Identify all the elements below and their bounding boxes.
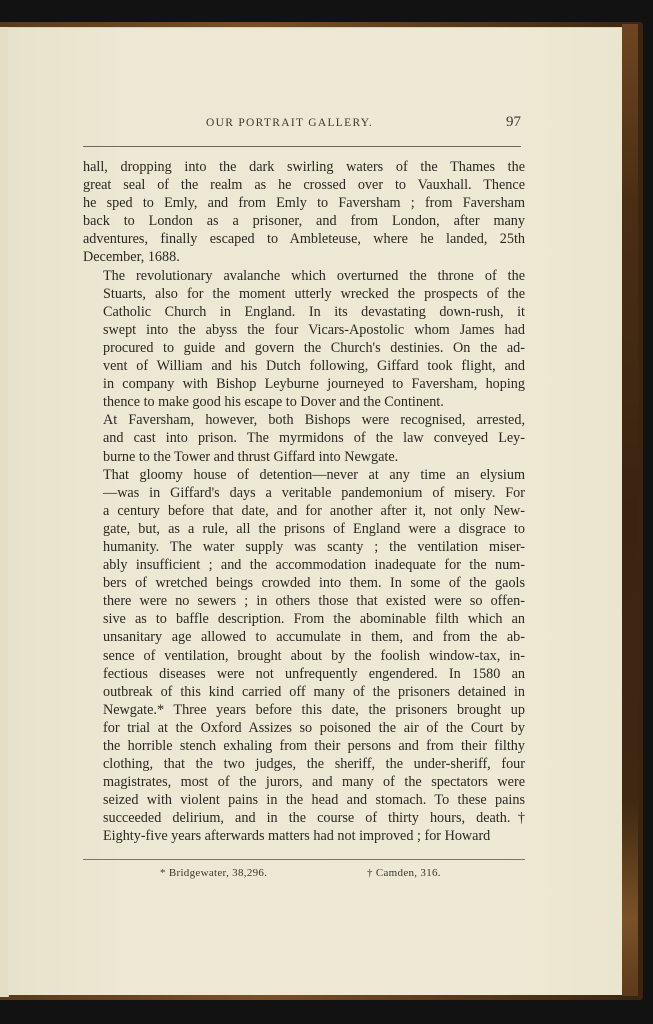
header-rule xyxy=(83,146,521,147)
text-line: Stuarts, also for the moment utterly wrecked the prospects of the xyxy=(103,285,525,302)
text-line: sive as to baffle description. From the abominable filth which an xyxy=(103,611,525,628)
text-line: vent of William and his Dutch following, Giffard took flight, and xyxy=(103,358,525,375)
text-line: sence of ventilation, brought about by the foolish window-tax, in- xyxy=(103,647,525,664)
text-line: and cast into prison. The myrmidons of the law conveyed Ley- xyxy=(103,430,525,447)
text-line: magistrates, most of the jurors, and many of the spectators were xyxy=(103,774,525,791)
text-line: back to London as a prisoner, and from London, after many xyxy=(83,213,525,230)
book-cover-edge xyxy=(622,24,638,996)
text-line: procured to guide and govern the Church's destinies. On the ad- xyxy=(103,339,525,356)
text-line: outbreak of this kind carried off many of the prisoners detained in xyxy=(103,683,525,700)
footnote-camden: † Camden, 316. xyxy=(367,867,441,879)
text-line: Eighty-five years afterwards matters had not improved ; for Howard xyxy=(103,828,491,845)
footnote-rule xyxy=(83,859,525,860)
text-line: Newgate.* Three years before this date, the prisoners brought up xyxy=(103,701,525,718)
text-line: great seal of the realm as he crossed over to Vauxhall. Thence xyxy=(83,177,525,194)
text-line: thence to make good his escape to Dover and the Continent. xyxy=(103,394,444,411)
text-line: unsanitary age allowed to accumulate in them, and from the ab- xyxy=(103,629,525,646)
paragraph xyxy=(83,411,525,465)
text-line: seized with violent pains in the head and stomach. To these pains xyxy=(103,792,525,809)
text-line: —was in Giffard's days a veritable pandemonium of misery. For xyxy=(103,484,525,501)
text-line: clothing, that the two judges, the sheriff, the under-sheriff, four xyxy=(103,756,525,773)
text-line: fectious diseases were not unfrequently engendered. In 1580 an xyxy=(103,665,525,682)
text-line: he sped to Emly, and from Emly to Faversham ; from Faversham xyxy=(83,195,525,212)
text-line: there were no sewers ; in others those that existed were so offen- xyxy=(103,593,525,610)
paragraph xyxy=(83,466,525,846)
paragraph xyxy=(83,267,525,412)
body-text xyxy=(83,158,525,846)
footnote-bridgewater: * Bridgewater, 38,296. xyxy=(160,867,268,879)
page-number: 97 xyxy=(506,114,521,130)
text-line: Catholic Church in England. In its devastating down-rush, it xyxy=(103,303,525,320)
paragraph xyxy=(83,158,525,267)
text-line: burne to the Tower and thrust Giffard into Newgate. xyxy=(103,448,399,465)
text-line: adventures, finally escaped to Ambleteuse, where he landed, 25th xyxy=(83,231,525,248)
text-line: bers of wretched beings crowded into them. In some of the gaols xyxy=(103,575,525,592)
text-line: swept into the abyss the four Vicars-Apostolic whom James had xyxy=(103,321,525,338)
text-line: At Faversham, however, both Bishops were recognised, arrested, xyxy=(103,412,525,429)
text-line: The revolutionary avalanche which overturned the throne of the xyxy=(103,267,525,284)
text-line: gate, but, as a rule, all the prisons of England were a disgrace to xyxy=(103,520,525,537)
text-line: the horrible stench exhaling from their persons and from their filthy xyxy=(103,738,525,754)
text-line: humanity. The water supply was scanty ; the ventilation miser- xyxy=(103,538,525,555)
text-line: hall, dropping into the dark swirling waters of the Thames the xyxy=(83,159,525,175)
text-line: That gloomy house of detention—never at any time an elysium xyxy=(103,466,525,483)
text-line: succeeded delirium, and in the course of thirty hours, death.† xyxy=(103,810,525,827)
text-line: in company with Bishop Leyburne journeyed to Faversham, hoping xyxy=(103,376,525,393)
running-head: OUR PORTRAIT GALLERY. xyxy=(206,117,374,129)
text-line: a century before that date, and for another after it, not only New- xyxy=(103,502,525,519)
text-line: for trial at the Oxford Assizes so poisoned the air of the Court by xyxy=(103,719,525,736)
text-line: ably insufficient ; and the accommodation inadequate for the num- xyxy=(103,557,525,574)
text-line: December, 1688. xyxy=(83,249,180,266)
